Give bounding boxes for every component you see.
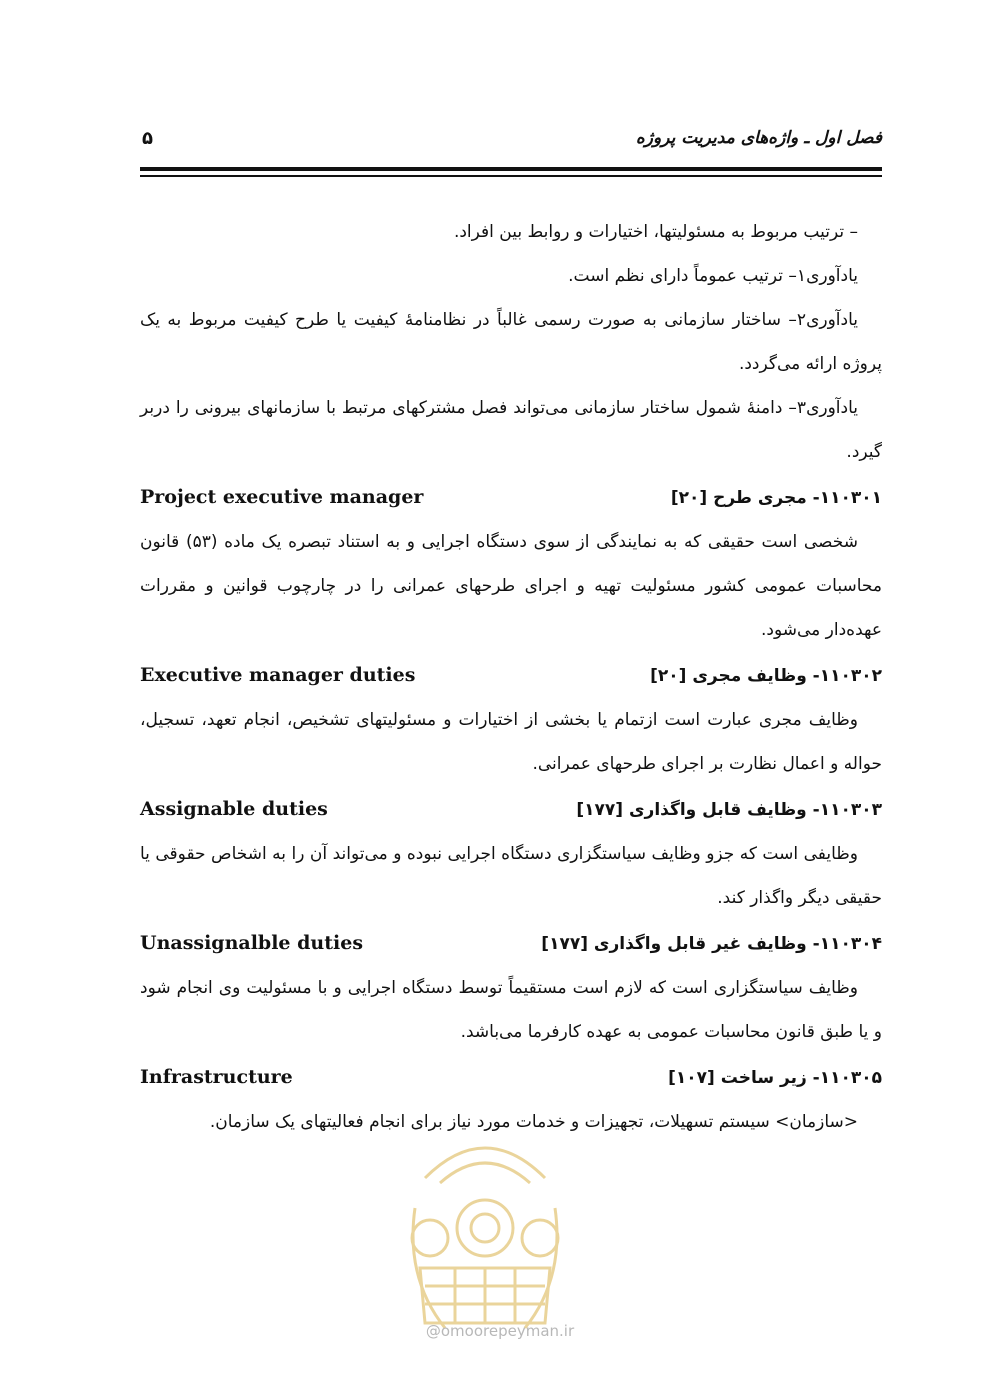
watermark-site: @omoorepeyman.ir bbox=[425, 1322, 575, 1340]
chapter-title: فصل اول ـ واژه‌های مدیریت پروژه bbox=[635, 128, 882, 148]
term-title-en: Project executive manager bbox=[140, 486, 424, 508]
term-title-fa: ۱۱۰۳۰۳- وظایف قابل واگذاری [۱۷۷] bbox=[576, 800, 882, 820]
page-header bbox=[140, 128, 882, 160]
term-definition: <سازمان> سیستم تسهیلات، تجهیزات و خدمات مورد نیاز برای انجام فعالیتهای یک سازمان. bbox=[209, 1112, 858, 1132]
term-heading bbox=[140, 474, 882, 520]
term-heading bbox=[140, 652, 882, 698]
term-entry bbox=[140, 474, 882, 652]
note-1: یادآوری۱– ترتیب عموماً دارای نظم است. bbox=[568, 266, 858, 286]
term-title-fa: ۱۱۰۳۰۵- زیر ساخت [۱۰۷] bbox=[668, 1068, 882, 1088]
page-number: ۵ bbox=[142, 128, 153, 149]
intro-line: – ترتیب مربوط به مسئولیتها، اختیارات و روابط بین افراد. bbox=[453, 222, 858, 242]
note-2: یادآوری۲– ساختار سازمانی به صورت رسمی غالباً در نظامنامهٔ کیفیت یا طرح کیفیت مربوط به یک پروژه ارائه می‌گردد. bbox=[140, 310, 882, 374]
header-rule-thick bbox=[140, 167, 882, 171]
term-entry bbox=[140, 652, 882, 786]
term-title-en: Executive manager duties bbox=[140, 664, 416, 686]
term-entry bbox=[140, 920, 882, 1054]
term-title-en: Infrastructure bbox=[140, 1066, 293, 1088]
note-3: یادآوری۳– دامنهٔ شمول ساختار سازمانی می‌تواند فصل مشترکهای مرتبط با سازمانهای بیرونی را دربر گیرد. bbox=[140, 398, 882, 462]
term-title-en: Unassignalble duties bbox=[140, 932, 364, 954]
term-title-fa: ۱۱۰۳۰۴- وظایف غیر قابل واگذاری [۱۷۷] bbox=[541, 934, 882, 954]
term-definition: وظایف مجری عبارت است ازتمام یا بخشی از اختیارات و مسئولیتهای تشخیص، انجام تعهد، تسجیل، حواله و اعمال نظارت بر اجرای طرحهای عمرانی. bbox=[140, 710, 882, 774]
term-entry bbox=[140, 786, 882, 920]
term-title-fa: ۱۱۰۳۰۱- مجری طرح [۲۰] bbox=[670, 488, 882, 508]
term-definition: وظایفی است که جزو وظایف سیاستگزاری دستگاه اجرایی نبوده و می‌تواند آن را به اشخاص حقوقی یا حقیقی دیگر واگذار کند. bbox=[140, 844, 882, 908]
term-heading bbox=[140, 1054, 882, 1100]
header-rule-thin bbox=[140, 175, 882, 177]
term-heading bbox=[140, 786, 882, 832]
term-definition: وظایف سیاستگزاری است که لازم است مستقیماً توسط دستگاه اجرایی و با مسئولیت وی انجام شود و یا طبق قانون محاسبات عمومی به عهده کارفرما می‌باشد. bbox=[140, 978, 882, 1042]
term-heading bbox=[140, 920, 882, 966]
term-title-fa: ۱۱۰۳۰۲- وظایف مجری [۲۰] bbox=[650, 666, 882, 686]
term-title-en: Assignable duties bbox=[140, 798, 328, 820]
term-definition: شخصی است حقیقی که به نمایندگی از سوی دستگاه اجرایی و به استناد تبصره یک ماده (۵۳) قانون محاسبات عمومی کشور مسئولیت تهیه و اجرای طرحهای عمرانی را در چارچوب قوانین و مقررات عهده‌دار می‌شود. bbox=[140, 532, 882, 640]
page-content bbox=[140, 210, 882, 1144]
omoore-peyman-seal-icon bbox=[385, 1108, 585, 1348]
